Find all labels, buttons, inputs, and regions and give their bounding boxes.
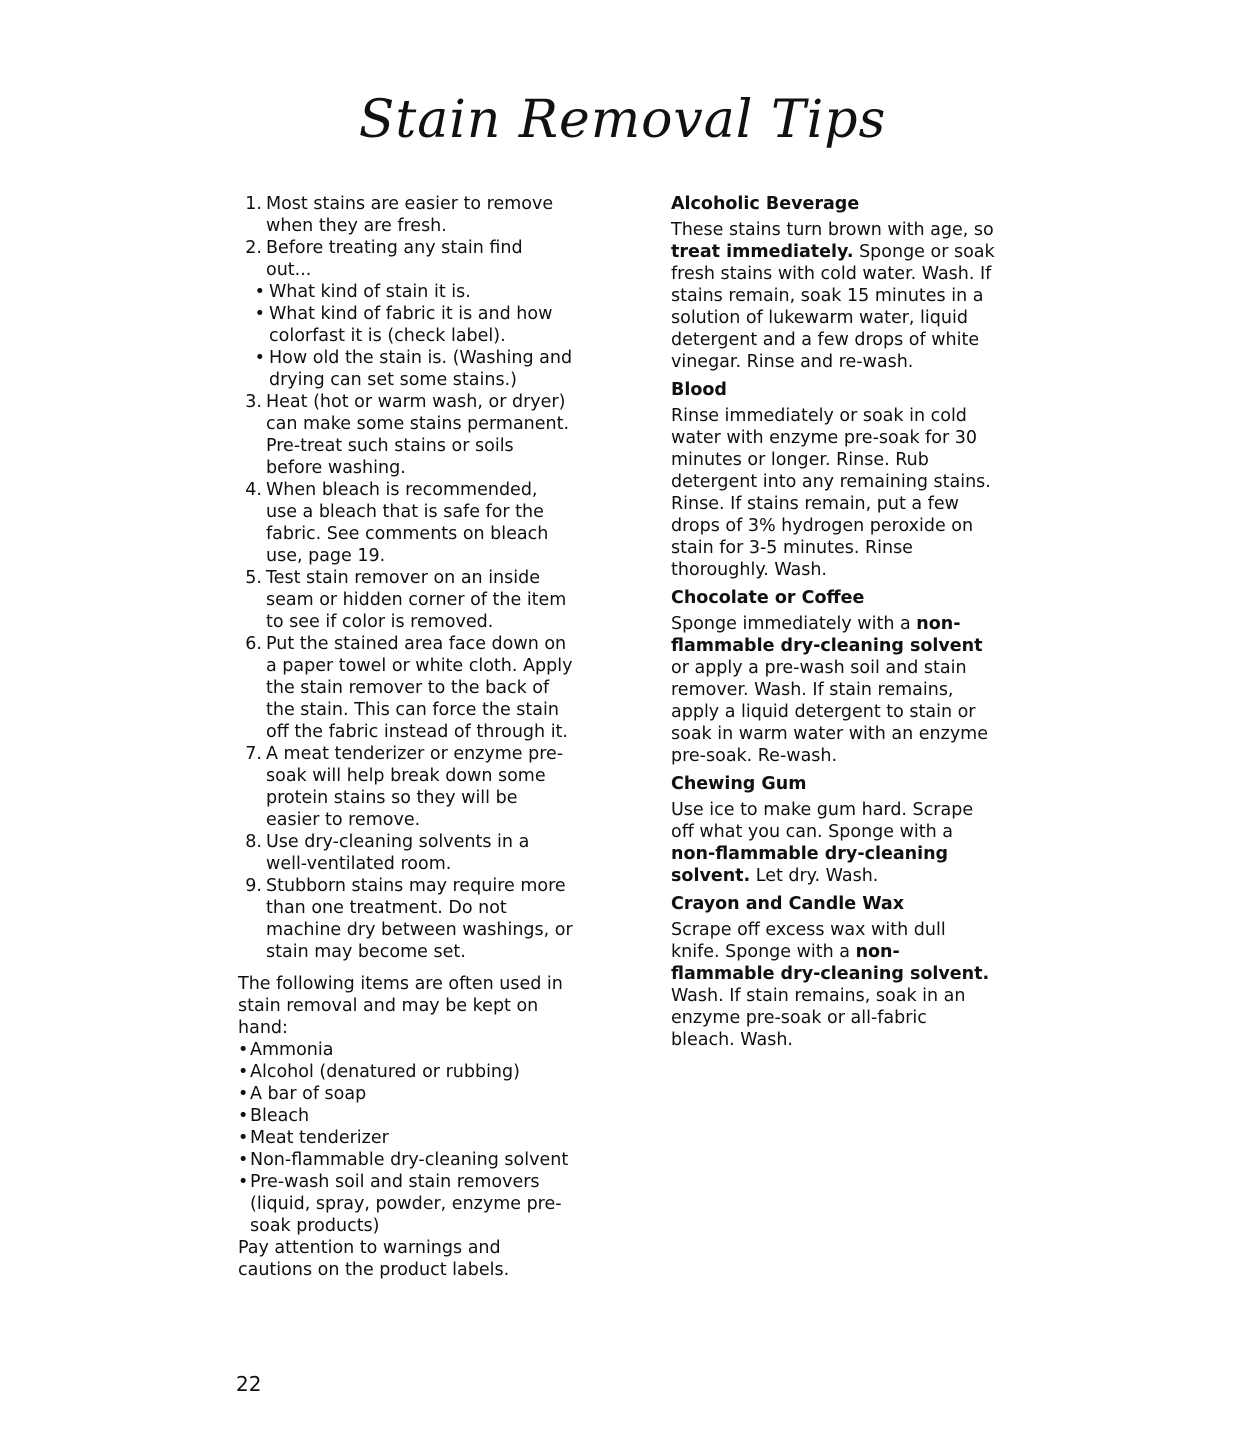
instruction-text: or apply a pre-wash soil and stain remover. Wash. If stain remains, apply a liquid detergent to stain or soak in warm water with an enzyme pre-soak. Re-wash. <box>671 658 988 766</box>
supply-text: Ammonia <box>250 1040 334 1060</box>
page-number: 22 <box>236 1372 262 1396</box>
instruction-text: Rinse immediately or soak in cold water with enzyme pre-soak for 30 minutes or longer. Rinse. Rub detergent into any remaining stains. Rinse. If stains remain, put a few drops of 3% hydrogen peroxide on stain for 3-5 minutes. Rinse thoroughly. Wash. <box>671 406 991 580</box>
bullet-icon: • <box>254 282 265 302</box>
tip-item <box>238 193 573 237</box>
bullet-icon: • <box>238 1150 249 1170</box>
instruction-text: Let dry. Wash. <box>750 866 879 886</box>
supply-text: A bar of soap <box>250 1084 367 1104</box>
tip-item <box>238 875 573 963</box>
tip-number: 5. <box>245 568 262 588</box>
stain-heading: Chewing Gum <box>671 774 807 794</box>
stain-instructions <box>671 613 996 767</box>
bullet-icon: • <box>254 304 265 324</box>
tip-number: 8. <box>245 832 262 852</box>
tip-text: Test stain remover on an inside seam or hidden corner of the item to see if color is removed. <box>266 568 567 632</box>
tip-body <box>266 567 573 633</box>
tip-item <box>238 391 573 479</box>
tip-number: 4. <box>245 480 262 500</box>
instruction-text: Use ice to make gum hard. Scrape off what you can. Sponge with a <box>671 800 974 842</box>
stain-heading: Crayon and Candle Wax <box>671 894 904 914</box>
tip-item <box>238 567 573 633</box>
supplies-list <box>238 1039 573 1237</box>
tip-body <box>266 633 573 743</box>
left-column <box>238 193 573 1281</box>
instruction-text: These stains turn brown with age, so <box>671 220 994 240</box>
tip-item <box>238 479 573 567</box>
tip-number: 1. <box>245 194 262 214</box>
tip-number: 3. <box>245 392 262 412</box>
emphasis-text: non-flammable dry-cleaning solvent. <box>671 844 949 886</box>
page-title: Stain Removal Tips <box>358 90 887 150</box>
stain-guide-column <box>671 193 996 1057</box>
tip-number: 9. <box>245 876 262 896</box>
tip-number: 6. <box>245 634 262 654</box>
stain-instructions <box>671 219 996 373</box>
bullet-icon: • <box>238 1106 249 1126</box>
tip-body <box>266 479 573 567</box>
supply-item <box>238 1105 573 1127</box>
tip-body <box>266 875 573 963</box>
stain-instructions <box>671 799 996 887</box>
tip-body <box>266 237 573 281</box>
tip-subitem <box>238 347 573 391</box>
tip-subitem-text: What kind of stain it is. <box>269 282 471 302</box>
supply-text: Alcohol (denatured or rubbing) <box>250 1062 520 1082</box>
tip-text: Most stains are easier to remove when they are fresh. <box>266 194 554 236</box>
supplies-intro: The following items are often used in stain removal and may be kept on hand: <box>238 974 563 1038</box>
stain-instructions <box>671 405 996 581</box>
tip-item <box>238 237 573 281</box>
supply-item <box>238 1039 573 1061</box>
emphasis-text: non-flammable dry-cleaning solvent. <box>671 942 990 984</box>
supply-text: Bleach <box>250 1106 310 1126</box>
tip-subitem <box>238 281 573 303</box>
tip-text: Put the stained area face down on a paper towel or white cloth. Apply the stain remover to the back of the stain. This can force the stain off the fabric instead of through it. <box>266 634 573 742</box>
bullet-icon: • <box>238 1128 249 1148</box>
tip-subitem-text: What kind of fabric it is and how colorfast it is (check label). <box>269 304 553 346</box>
tip-text: Use dry-cleaning solvents in a well-ventilated room. <box>266 832 530 874</box>
instruction-text: Scrape off excess wax with dull knife. Sponge with a <box>671 920 946 962</box>
supply-item <box>238 1083 573 1105</box>
tip-text: Before treating any stain find out... <box>266 238 523 280</box>
stain-instructions <box>671 919 996 1051</box>
supply-item <box>238 1171 573 1237</box>
supply-item <box>238 1127 573 1149</box>
instruction-text: Wash. If stain remains, soak in an enzyme pre-soak or all-fabric bleach. Wash. <box>671 986 966 1050</box>
emphasis-text: non-flammable dry-cleaning solvent <box>671 614 983 656</box>
bullet-icon: • <box>238 1172 249 1192</box>
supply-text: Non-flammable dry-cleaning solvent <box>250 1150 569 1170</box>
bullet-icon: • <box>238 1084 249 1104</box>
instruction-text: Sponge immediately with a <box>671 614 917 634</box>
tip-text: Heat (hot or warm wash, or dryer) can make some stains permanent. Pre-treat such stains or soils before washing. <box>266 392 570 478</box>
stain-heading: Chocolate or Coffee <box>671 588 865 608</box>
tip-body <box>266 193 573 237</box>
tip-body <box>266 831 573 875</box>
tip-body <box>266 743 573 831</box>
bullet-icon: • <box>238 1062 249 1082</box>
bullet-icon: • <box>238 1040 249 1060</box>
tip-item <box>238 633 573 743</box>
tip-sublist <box>238 281 573 391</box>
tip-number: 7. <box>245 744 262 764</box>
emphasis-text: treat immediately. <box>671 242 854 262</box>
supply-item <box>238 1149 573 1171</box>
stain-heading: Blood <box>671 380 727 400</box>
supplies-outro: Pay attention to warnings and cautions on the product labels. <box>238 1238 510 1280</box>
tip-text: A meat tenderizer or enzyme pre-soak will help break down some protein stains so they will be easier to remove. <box>266 744 564 830</box>
supply-text: Meat tenderizer <box>250 1128 389 1148</box>
tip-body <box>266 391 573 479</box>
tip-number: 2. <box>245 238 262 258</box>
tip-text: Stubborn stains may require more than one treatment. Do not machine dry between washings, or stain may become set. <box>266 876 573 962</box>
supply-item <box>238 1061 573 1083</box>
tip-subitem <box>238 303 573 347</box>
instruction-text: Sponge or soak fresh stains with cold water. Wash. If stains remain, soak 15 minutes in a solution of lukewarm water, liquid detergent and a few drops of white vinegar. Rinse and re-wash. <box>671 242 995 372</box>
tip-item <box>238 743 573 831</box>
bullet-icon: • <box>254 348 265 368</box>
tip-item <box>238 831 573 875</box>
tip-subitem-text: How old the stain is. (Washing and drying can set some stains.) <box>269 348 573 390</box>
supply-text: Pre-wash soil and stain removers (liquid, spray, powder, enzyme pre-soak products) <box>250 1172 562 1236</box>
stain-heading: Alcoholic Beverage <box>671 194 860 214</box>
numbered-tips-list <box>238 193 573 963</box>
tip-text: When bleach is recommended, use a bleach that is safe for the fabric. See comments on bleach use, page 19. <box>266 480 549 566</box>
